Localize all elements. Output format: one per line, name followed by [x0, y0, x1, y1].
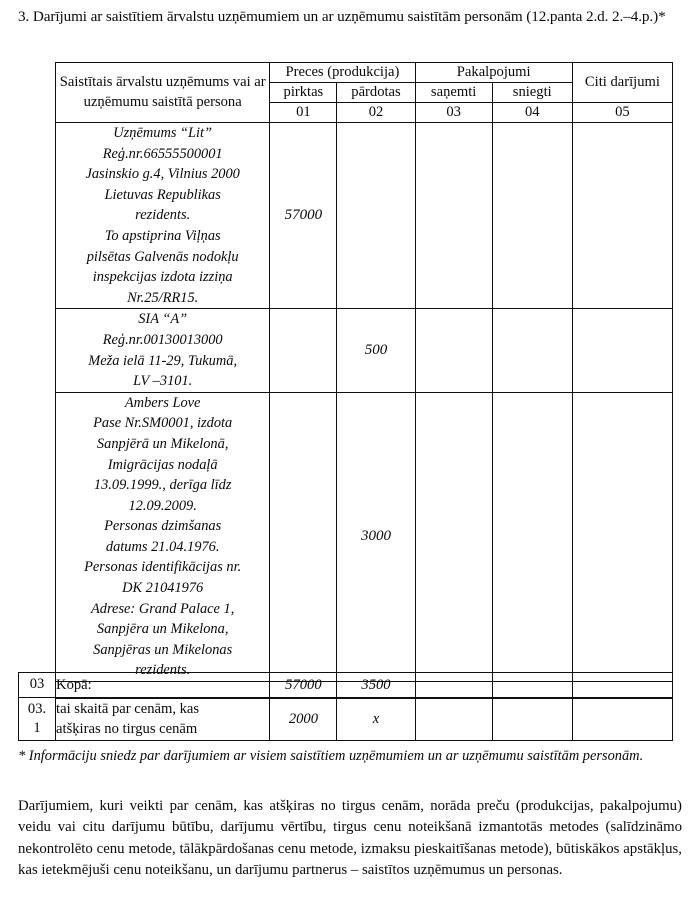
party-description-line: LV –3101. — [133, 373, 193, 390]
summary-row — [19, 698, 673, 741]
cell-services-provided — [492, 309, 572, 392]
header-party: Saistītais ārvalstu uzņēmums vai ar uzņēmumu saistītā persona — [56, 63, 270, 123]
summary-row-code — [19, 698, 56, 741]
header-goods-bought: pirktas — [270, 83, 337, 103]
summary-other — [572, 698, 672, 741]
summary-row-label-line: tai skaitā par cenām, kas — [56, 701, 200, 717]
header-goods-sold: pārdotas — [337, 83, 415, 103]
party-description-cell — [56, 123, 270, 309]
summary-services-provided — [492, 698, 572, 741]
party-description-line: Personas identifikācijas nr. — [84, 559, 242, 576]
party-description-line: Adrese: Grand Palace 1, — [91, 600, 235, 617]
summary-goods-sold: 3500 — [337, 673, 415, 698]
table-row — [56, 392, 673, 681]
party-description-line: Reģ.nr.66555500001 — [102, 145, 223, 162]
table-row — [56, 123, 673, 309]
header-other-group: Citi darījumi — [572, 63, 672, 103]
page-title: 3. Darījumi ar saistītiem ārvalstu uzņēmumiem un ar uzņēmumu saistītām personām (12.panta 2.d. 2.–4.p.)* — [18, 8, 666, 25]
cell-services-received — [415, 123, 492, 309]
header-services-provided: sniegti — [492, 83, 572, 103]
party-description-line: Sanpjēras un Mikelonas — [93, 641, 233, 658]
cell-goods-bought — [270, 392, 337, 681]
header-code-02: 02 — [337, 103, 415, 123]
body-paragraph: Darījumiem, kuri veikti par cenām, kas atšķiras no tirgus cenām, norāda preču (produkcijas, pakalpojumu) veidu vai citu darījumu būtību, darījumu vērtību, tirgus cenu noteikšanā izmantotās metodes (salīdzināmo nekontrolēto cenu metode, tālākpārdošanas cenu metode, izmaksu pieskaitīšanas metode), būtiskākos apstākļus, kas ietekmējuši cenu noteikšanu, un darījumu partnerus – saistītos uzņēmumus un personas. — [18, 798, 682, 879]
summary-services-received — [415, 673, 492, 698]
party-description-line: 13.09.1999., derīga līdz — [93, 477, 232, 494]
party-description-line: datums 21.04.1976. — [105, 538, 220, 555]
header-code-01: 01 — [270, 103, 337, 123]
cell-goods-bought — [270, 309, 337, 392]
related-party-transactions-table — [55, 62, 673, 699]
party-description-line: Uzņēmums “Lit” — [113, 125, 213, 141]
party-description-line: Jasinskio g.4, Vilnius 2000 — [85, 166, 240, 183]
party-description-line: rezidents. — [135, 662, 191, 679]
cell-services-received — [415, 392, 492, 681]
cell-services-received — [415, 309, 492, 392]
party-description-line: DK 21041976 — [122, 580, 204, 597]
party-description-line: Lietuvas Republikas — [104, 186, 221, 203]
summary-body — [19, 673, 673, 741]
party-description-line: To apstiprina Viļņas — [104, 227, 221, 244]
party-description-line: Meža ielā 11-29, Tukumā, — [88, 352, 238, 369]
table-header-row-group — [56, 63, 673, 83]
summary-row — [19, 673, 673, 698]
cell-other — [572, 123, 672, 309]
header-code-03: 03 — [415, 103, 492, 123]
cell-other — [572, 392, 672, 681]
summary-row-code-line: 03. — [27, 700, 47, 717]
summary-other — [572, 673, 672, 698]
footnote-text: * Informāciju sniedz par darījumiem ar visiem saistītiem uzņēmumiem un ar uzņēmumu saistītām personām. — [18, 748, 644, 764]
summary-goods-bought: 2000 — [270, 698, 337, 741]
party-description-line: Nr.25/RR15. — [127, 289, 199, 306]
summary-goods-bought: 57000 — [270, 673, 337, 698]
summary-row-label: Kopā: — [56, 673, 270, 698]
header-code-04: 04 — [492, 103, 572, 123]
party-description-line: Personas dzimšanas — [104, 518, 222, 535]
party-description-cell — [56, 309, 270, 392]
header-code-05: 05 — [572, 103, 672, 123]
header-services-group: Pakalpojumi — [415, 63, 572, 83]
party-description-line: rezidents. — [135, 207, 191, 224]
summary-row-code-line: 1 — [33, 720, 41, 736]
party-description-line: Reģ.nr.00130013000 — [102, 331, 223, 348]
cell-goods-bought: 57000 — [270, 123, 337, 309]
party-description-line: Sanpjērā un Mikelonā, — [96, 435, 229, 452]
party-description-line: Imigrācijas nodaļā — [107, 456, 218, 473]
summary-row-code: 03 — [19, 673, 56, 698]
header-services-received: saņemti — [415, 83, 492, 103]
table-body — [56, 123, 673, 699]
party-description-line: 12.09.2009. — [128, 497, 197, 514]
party-description-line: inspekcijas izdota izziņa — [92, 269, 233, 286]
party-description-line: SIA “A” — [138, 311, 188, 328]
summary-services-provided — [492, 673, 572, 698]
cell-other — [572, 309, 672, 392]
cell-goods-sold: 500 — [337, 309, 415, 392]
party-description-line: Ambers Love — [124, 394, 201, 411]
header-goods-group: Preces (produkcija) — [270, 63, 415, 83]
cell-services-provided — [492, 392, 572, 681]
cell-goods-sold — [337, 123, 415, 309]
summary-services-received — [415, 698, 492, 741]
table-row — [56, 309, 673, 392]
summary-table — [18, 672, 673, 741]
party-description-line: Pase Nr.SM0001, izdota — [93, 415, 233, 432]
summary-row-label — [56, 698, 270, 741]
cell-services-provided — [492, 123, 572, 309]
cell-goods-sold: 3000 — [337, 392, 415, 681]
summary-row-label-line: atšķiras no tirgus cenām — [56, 721, 198, 737]
party-description-line: pilsētas Galvenās nodokļu — [86, 248, 239, 265]
party-description-line: Sanpjēra un Mikelona, — [96, 621, 229, 638]
summary-goods-sold: x — [337, 698, 415, 741]
party-description-cell — [56, 392, 270, 681]
